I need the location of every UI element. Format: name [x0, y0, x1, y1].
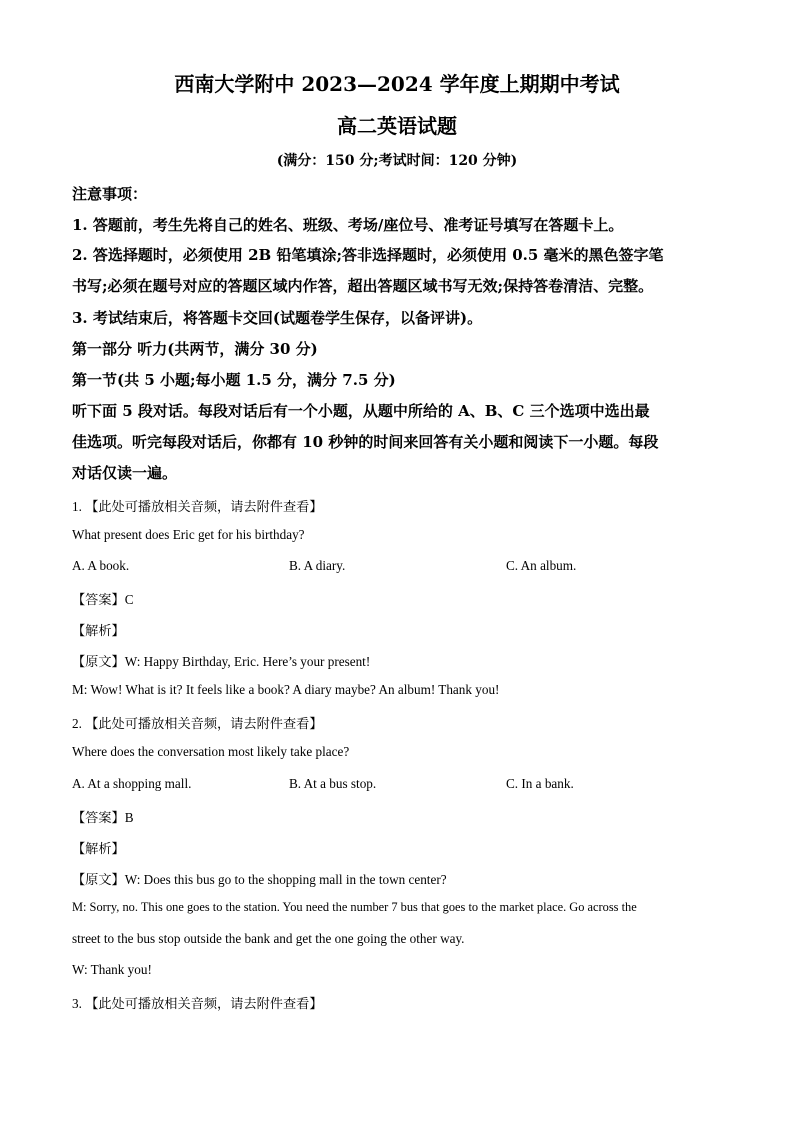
- q2-transcript-2: M: Sorry, no. This one goes to the station. You need the number 7 bus that goes to the market place. Go across the: [72, 900, 637, 914]
- q2-transcript-1: 【原文】W: Does this bus go to the shopping mall in the town center?: [72, 872, 447, 887]
- q2-transcript-4: W: Thank you!: [72, 962, 152, 977]
- exam-subtitle: 高二英语试题: [337, 114, 457, 138]
- q2-transcript-3: street to the bus stop outside the bank and get the one going the other way.: [72, 931, 465, 946]
- q1-question: What present does Eric get for his birthday?: [72, 527, 305, 542]
- exam-info: (满分：150 分;考试时间：120 分钟): [276, 153, 518, 169]
- q1-option-c: C. An album.: [506, 558, 577, 573]
- notice-item-1: 1. 答题前，考生先将自己的姓名、班级、考场/座位号、准考证号填写在答题卡上。: [72, 216, 624, 234]
- section1-title: 第一节(共 5 小题;每小题 1.5 分，满分 7.5 分): [72, 371, 396, 389]
- q2-option-b: B. At a bus stop.: [289, 776, 377, 791]
- q1-option-a: A. A book.: [72, 558, 130, 573]
- q3-header: 3. 【此处可播放相关音频，请去附件查看】: [72, 996, 323, 1011]
- part1-title: 第一部分 听力(共两节，满分 30 分): [72, 340, 318, 358]
- q2-option-c: C. In a bank.: [506, 776, 574, 791]
- notice-heading: 注意事项：: [72, 185, 148, 203]
- notice-item-2a: 2. 答选择题时，必须使用 2B 铅笔填涂;答非选择题时，必须使用 0.5 毫米的黑色签字笔: [72, 246, 664, 264]
- q2-analysis: 【解析】: [72, 841, 125, 856]
- q1-transcript-2: M: Wow! What is it? It feels like a book? A diary maybe? An album! Thank you!: [72, 682, 500, 697]
- q2-option-a: A. At a shopping mall.: [72, 776, 192, 791]
- instruction-line-3: 对话仅读一遍。: [72, 464, 178, 482]
- exam-title: 西南大学附中 2023—2024 学年度上期期中考试: [174, 72, 620, 96]
- q1-option-b: B. A diary.: [289, 558, 346, 573]
- instruction-line-2: 佳选项。听完每段对话后，你都有 10 秒钟的时间来回答有关小题和阅读下一小题。每段: [72, 433, 659, 451]
- q1-transcript-1: 【原文】W: Happy Birthday, Eric. Here’s your present!: [72, 654, 371, 669]
- instruction-line-1: 听下面 5 段对话。每段对话后有一个小题，从题中所给的 A、B、C 三个选项中选出最: [72, 402, 650, 420]
- notice-item-2b: 书写;必须在题号对应的答题区域内作答，超出答题区域书写无效;保持答卷清洁、完整。: [72, 277, 654, 295]
- q2-answer: 【答案】B: [72, 810, 134, 825]
- notice-item-3: 3. 考试结束后，将答题卡交回(试题卷学生保存，以备评讲)。: [72, 309, 483, 327]
- q1-answer: 【答案】C: [72, 592, 134, 607]
- q1-header: 1. 【此处可播放相关音频，请去附件查看】: [72, 499, 323, 514]
- q1-analysis: 【解析】: [72, 623, 125, 638]
- q2-question: Where does the conversation most likely take place?: [72, 744, 350, 759]
- q2-header: 2. 【此处可播放相关音频，请去附件查看】: [72, 716, 323, 731]
